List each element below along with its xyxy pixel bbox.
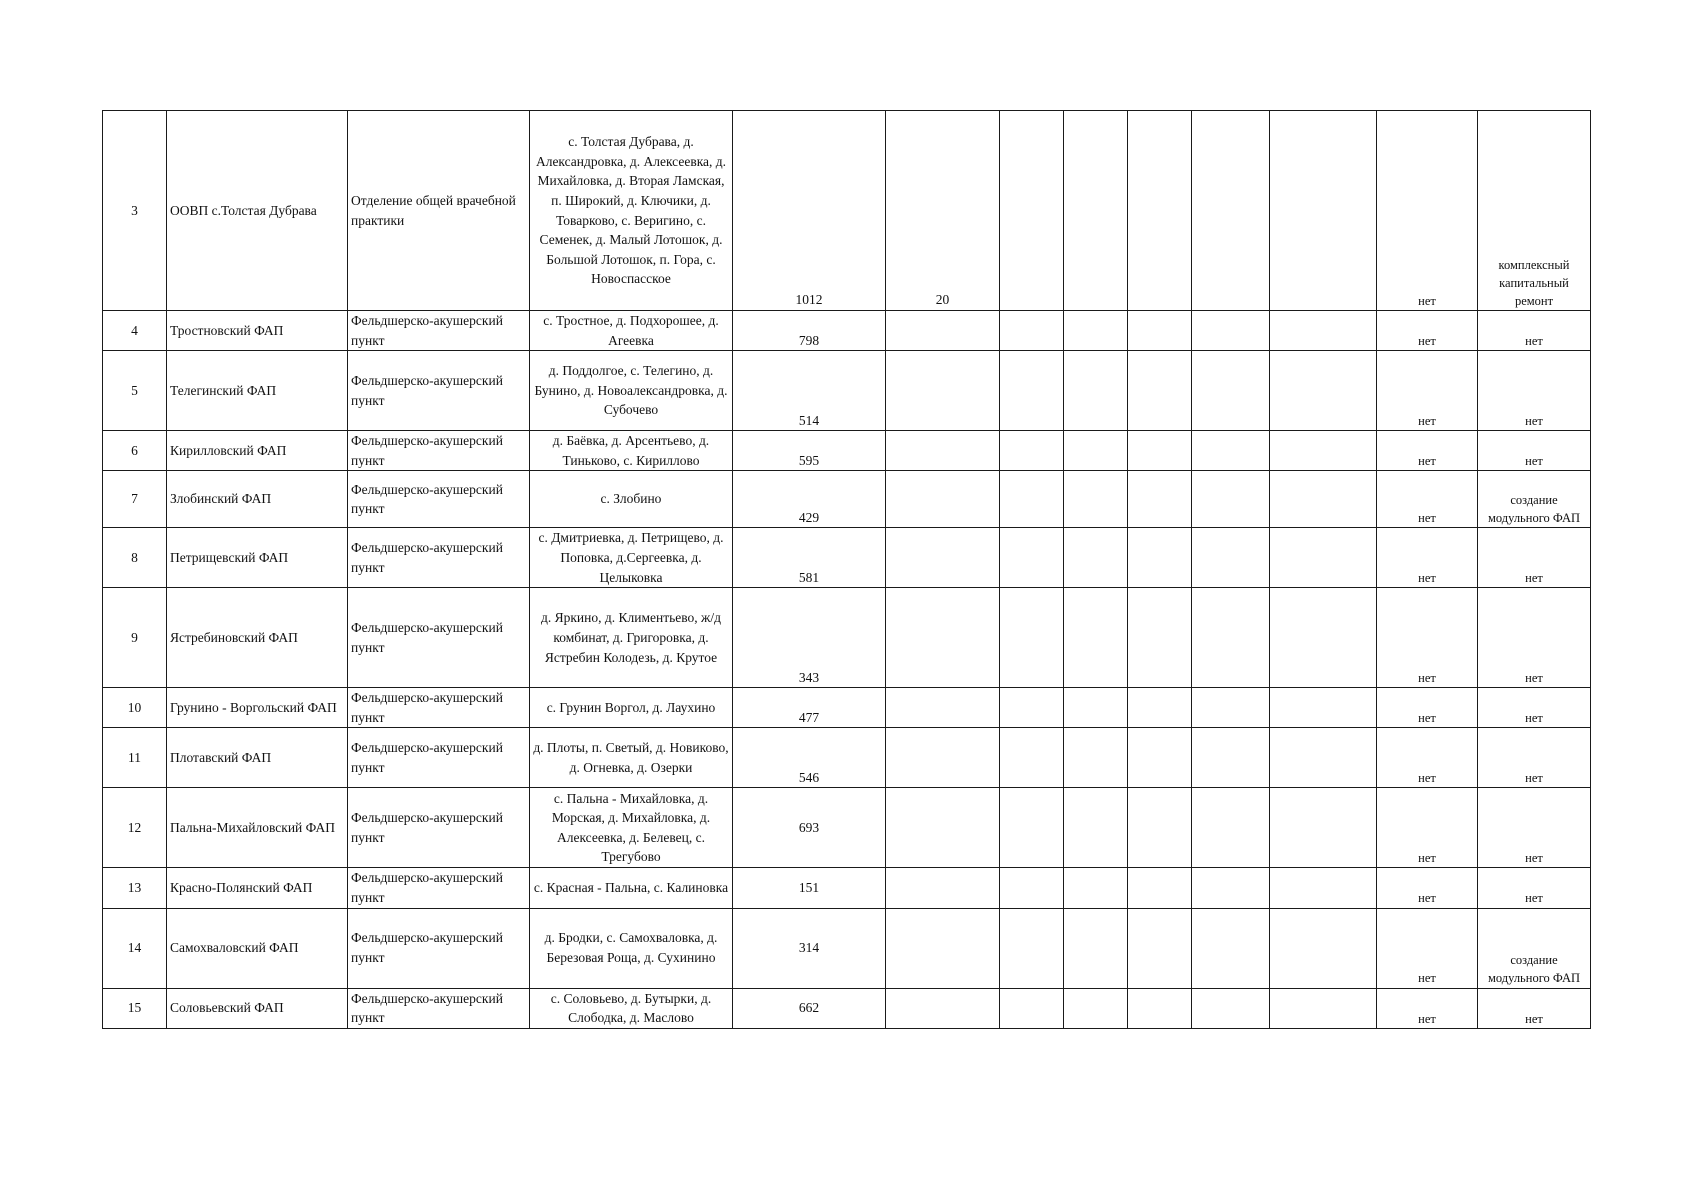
row-number: 14 xyxy=(103,908,167,988)
empty-cell xyxy=(1064,111,1128,311)
count-value xyxy=(886,988,1000,1028)
table-row xyxy=(103,688,1591,728)
table-row xyxy=(103,471,1591,528)
population-value: 343 xyxy=(733,588,886,688)
empty-cell xyxy=(1000,788,1064,868)
served-localities: с. Красная - Пальна, с. Калиновка xyxy=(530,868,733,908)
served-localities: д. Баёвка, д. Арсентьево, д. Тиньково, с. Кириллово xyxy=(530,431,733,471)
table-row xyxy=(103,111,1591,311)
table-row xyxy=(103,908,1591,988)
empty-cell xyxy=(1270,351,1377,431)
table-row xyxy=(103,728,1591,788)
served-localities: с. Злобино xyxy=(530,471,733,528)
empty-cell xyxy=(1192,111,1270,311)
empty-cell xyxy=(1000,471,1064,528)
table-row xyxy=(103,588,1591,688)
plan-value: нет xyxy=(1478,588,1591,688)
flag-value: нет xyxy=(1377,588,1478,688)
empty-cell xyxy=(1064,868,1128,908)
empty-cell xyxy=(1128,788,1192,868)
facility-type: Фельдшерско-акушерский пункт xyxy=(348,588,530,688)
empty-cell xyxy=(1000,908,1064,988)
facility-type: Фельдшерско-акушерский пункт xyxy=(348,311,530,351)
empty-cell xyxy=(1270,728,1377,788)
empty-cell xyxy=(1270,471,1377,528)
empty-cell xyxy=(1128,311,1192,351)
facility-name: ООВП с.Толстая Дубрава xyxy=(167,111,348,311)
count-value xyxy=(886,528,1000,588)
empty-cell xyxy=(1064,728,1128,788)
facility-name: Плотавский ФАП xyxy=(167,728,348,788)
facility-name: Злобинский ФАП xyxy=(167,471,348,528)
empty-cell xyxy=(1192,588,1270,688)
empty-cell xyxy=(1064,431,1128,471)
empty-cell xyxy=(1128,588,1192,688)
flag-value: нет xyxy=(1377,868,1478,908)
facility-type: Фельдшерско-акушерский пункт xyxy=(348,908,530,988)
empty-cell xyxy=(1000,311,1064,351)
plan-value: создание модульного ФАП xyxy=(1478,908,1591,988)
facility-type: Фельдшерско-акушерский пункт xyxy=(348,431,530,471)
empty-cell xyxy=(1270,431,1377,471)
empty-cell xyxy=(1270,688,1377,728)
empty-cell xyxy=(1064,988,1128,1028)
empty-cell xyxy=(1000,111,1064,311)
flag-value: нет xyxy=(1377,111,1478,311)
served-localities: д. Поддолгое, с. Телегино, д. Бунино, д. Новоалександровка, д. Субочево xyxy=(530,351,733,431)
facility-name: Ястребиновский ФАП xyxy=(167,588,348,688)
count-value xyxy=(886,351,1000,431)
row-number: 7 xyxy=(103,471,167,528)
count-value xyxy=(886,688,1000,728)
empty-cell xyxy=(1128,908,1192,988)
facility-type: Фельдшерско-акушерский пункт xyxy=(348,471,530,528)
flag-value: нет xyxy=(1377,471,1478,528)
facility-type: Фельдшерско-акушерский пункт xyxy=(348,728,530,788)
population-value: 151 xyxy=(733,868,886,908)
empty-cell xyxy=(1000,431,1064,471)
facility-type: Фельдшерско-акушерский пункт xyxy=(348,351,530,431)
count-value xyxy=(886,588,1000,688)
facility-name: Самохваловский ФАП xyxy=(167,908,348,988)
population-value: 514 xyxy=(733,351,886,431)
served-localities: с. Дмитриевка, д. Петрищево, д. Поповка, д.Сергеевка, д. Целыковка xyxy=(530,528,733,588)
row-number: 5 xyxy=(103,351,167,431)
empty-cell xyxy=(1270,788,1377,868)
served-localities: д. Плоты, п. Светый, д. Новиково, д. Огневка, д. Озерки xyxy=(530,728,733,788)
empty-cell xyxy=(1064,688,1128,728)
empty-cell xyxy=(1128,528,1192,588)
empty-cell xyxy=(1064,311,1128,351)
flag-value: нет xyxy=(1377,788,1478,868)
count-value xyxy=(886,728,1000,788)
empty-cell xyxy=(1270,868,1377,908)
served-localities: д. Бродки, с. Самохваловка, д. Березовая Роща, д. Сухинино xyxy=(530,908,733,988)
row-number: 12 xyxy=(103,788,167,868)
empty-cell xyxy=(1192,788,1270,868)
served-localities: с. Тростное, д. Подхорошее, д. Агеевка xyxy=(530,311,733,351)
row-number: 11 xyxy=(103,728,167,788)
population-value: 693 xyxy=(733,788,886,868)
table-row xyxy=(103,788,1591,868)
empty-cell xyxy=(1000,728,1064,788)
population-value: 1012 xyxy=(733,111,886,311)
population-value: 595 xyxy=(733,431,886,471)
population-value: 662 xyxy=(733,988,886,1028)
plan-value: нет xyxy=(1478,311,1591,351)
empty-cell xyxy=(1192,868,1270,908)
facility-type: Фельдшерско-акушерский пункт xyxy=(348,868,530,908)
empty-cell xyxy=(1270,311,1377,351)
plan-value: создание модульного ФАП xyxy=(1478,471,1591,528)
served-localities: с. Грунин Воргол, д. Лаухино xyxy=(530,688,733,728)
facility-type: Отделение общей врачебной практики xyxy=(348,111,530,311)
empty-cell xyxy=(1128,471,1192,528)
empty-cell xyxy=(1064,588,1128,688)
empty-cell xyxy=(1064,908,1128,988)
empty-cell xyxy=(1128,728,1192,788)
empty-cell xyxy=(1000,688,1064,728)
empty-cell xyxy=(1192,471,1270,528)
count-value: 20 xyxy=(886,111,1000,311)
empty-cell xyxy=(1270,528,1377,588)
empty-cell xyxy=(1192,988,1270,1028)
flag-value: нет xyxy=(1377,431,1478,471)
served-localities: д. Яркино, д. Климентьево, ж/д комбинат, д. Григоровка, д. Ястребин Колодезь, д. Крутое xyxy=(530,588,733,688)
row-number: 15 xyxy=(103,988,167,1028)
empty-cell xyxy=(1192,431,1270,471)
empty-cell xyxy=(1270,908,1377,988)
empty-cell xyxy=(1064,788,1128,868)
empty-cell xyxy=(1000,588,1064,688)
facility-type: Фельдшерско-акушерский пункт xyxy=(348,988,530,1028)
served-localities: с. Соловьево, д. Бутырки, д. Слободка, д. Маслово xyxy=(530,988,733,1028)
flag-value: нет xyxy=(1377,528,1478,588)
facility-name: Тростновский ФАП xyxy=(167,311,348,351)
row-number: 9 xyxy=(103,588,167,688)
facility-type: Фельдшерско-акушерский пункт xyxy=(348,788,530,868)
count-value xyxy=(886,868,1000,908)
flag-value: нет xyxy=(1377,311,1478,351)
empty-cell xyxy=(1270,588,1377,688)
count-value xyxy=(886,471,1000,528)
row-number: 8 xyxy=(103,528,167,588)
row-number: 10 xyxy=(103,688,167,728)
empty-cell xyxy=(1270,111,1377,311)
flag-value: нет xyxy=(1377,728,1478,788)
plan-value: нет xyxy=(1478,431,1591,471)
empty-cell xyxy=(1192,688,1270,728)
count-value xyxy=(886,311,1000,351)
empty-cell xyxy=(1000,868,1064,908)
facility-name: Петрищевский ФАП xyxy=(167,528,348,588)
flag-value: нет xyxy=(1377,688,1478,728)
empty-cell xyxy=(1064,528,1128,588)
empty-cell xyxy=(1128,988,1192,1028)
plan-value: нет xyxy=(1478,868,1591,908)
count-value xyxy=(886,908,1000,988)
plan-value: комплексный капитальный ремонт xyxy=(1478,111,1591,311)
table-row xyxy=(103,311,1591,351)
count-value xyxy=(886,788,1000,868)
row-number: 6 xyxy=(103,431,167,471)
population-value: 546 xyxy=(733,728,886,788)
facility-type: Фельдшерско-акушерский пункт xyxy=(348,528,530,588)
count-value xyxy=(886,431,1000,471)
empty-cell xyxy=(1128,431,1192,471)
empty-cell xyxy=(1192,908,1270,988)
facility-name: Пальна-Михайловский ФАП xyxy=(167,788,348,868)
empty-cell xyxy=(1064,471,1128,528)
facilities-table xyxy=(102,110,1591,1029)
empty-cell xyxy=(1270,988,1377,1028)
flag-value: нет xyxy=(1377,351,1478,431)
empty-cell xyxy=(1192,528,1270,588)
table-body xyxy=(103,111,1591,1029)
facility-name: Кирилловский ФАП xyxy=(167,431,348,471)
empty-cell xyxy=(1128,868,1192,908)
population-value: 581 xyxy=(733,528,886,588)
empty-cell xyxy=(1192,351,1270,431)
population-value: 314 xyxy=(733,908,886,988)
served-localities: с. Толстая Дубрава, д. Александровка, д. Алексеевка, д. Михайловка, д. Вторая Ламская, п. Широкий, д. Ключики, д. Товарково, с. Веригино, с. Семенек, д. Малый Лотошок, д. Большой Лотошок, п. Гора, с. Новоспасское xyxy=(530,111,733,311)
facility-name: Соловьевский ФАП xyxy=(167,988,348,1028)
plan-value: нет xyxy=(1478,351,1591,431)
empty-cell xyxy=(1128,111,1192,311)
empty-cell xyxy=(1000,988,1064,1028)
flag-value: нет xyxy=(1377,908,1478,988)
population-value: 798 xyxy=(733,311,886,351)
empty-cell xyxy=(1128,351,1192,431)
table-row xyxy=(103,988,1591,1028)
plan-value: нет xyxy=(1478,788,1591,868)
row-number: 4 xyxy=(103,311,167,351)
empty-cell xyxy=(1064,351,1128,431)
table-row xyxy=(103,528,1591,588)
served-localities: с. Пальна - Михайловка, д. Морская, д. Михайловка, д. Алексеевка, д. Белевец, с. Трегубово xyxy=(530,788,733,868)
plan-value: нет xyxy=(1478,688,1591,728)
flag-value: нет xyxy=(1377,988,1478,1028)
row-number: 13 xyxy=(103,868,167,908)
row-number: 3 xyxy=(103,111,167,311)
empty-cell xyxy=(1192,311,1270,351)
table-row xyxy=(103,868,1591,908)
table-row xyxy=(103,351,1591,431)
plan-value: нет xyxy=(1478,528,1591,588)
empty-cell xyxy=(1192,728,1270,788)
empty-cell xyxy=(1128,688,1192,728)
facility-name: Красно-Полянский ФАП xyxy=(167,868,348,908)
facility-name: Грунино - Воргольский ФАП xyxy=(167,688,348,728)
plan-value: нет xyxy=(1478,988,1591,1028)
table-row xyxy=(103,431,1591,471)
facility-name: Телегинский ФАП xyxy=(167,351,348,431)
facility-type: Фельдшерско-акушерский пункт xyxy=(348,688,530,728)
population-value: 477 xyxy=(733,688,886,728)
population-value: 429 xyxy=(733,471,886,528)
plan-value: нет xyxy=(1478,728,1591,788)
empty-cell xyxy=(1000,528,1064,588)
empty-cell xyxy=(1000,351,1064,431)
